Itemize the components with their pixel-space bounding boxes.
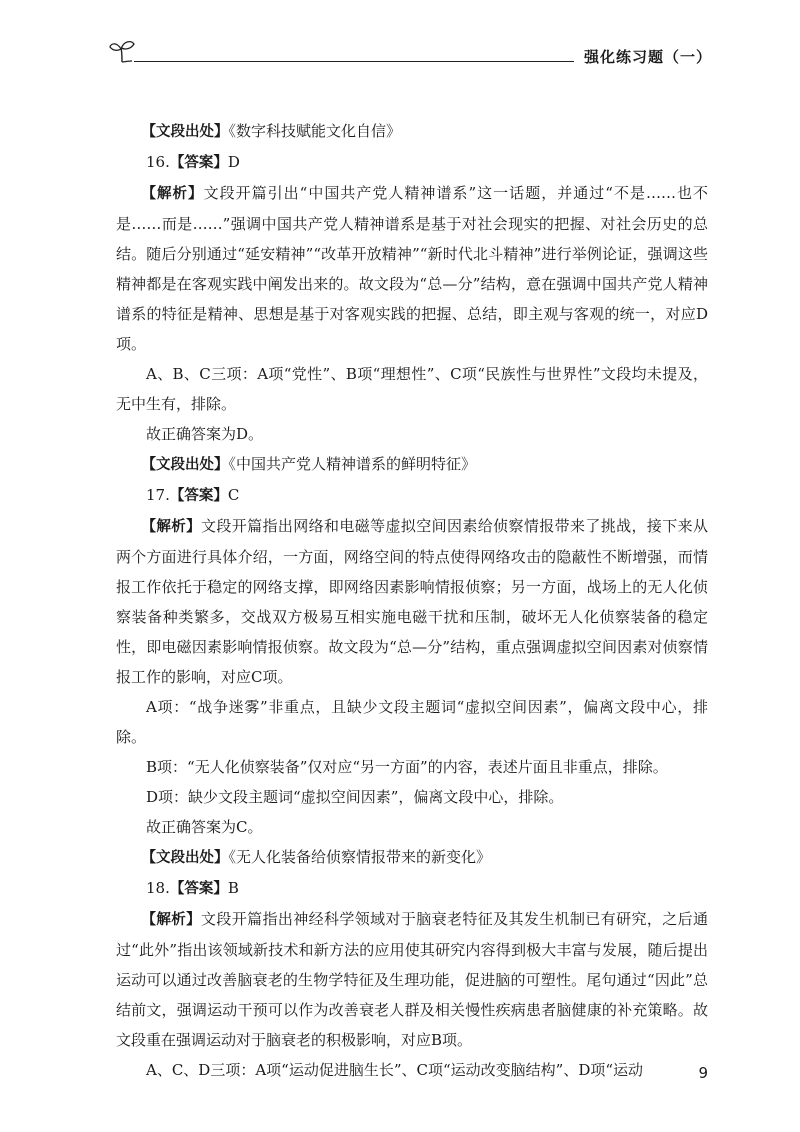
- answer-value: D: [227, 153, 240, 171]
- header-rule: [134, 61, 574, 62]
- analysis-paragraph: [116, 511, 708, 692]
- conclusion-line: 故正确答案为C。: [146, 818, 263, 836]
- analysis-text: 文段开篇指出网络和电磁等虚拟空间因素给侦察情报带来了挑战，接下来从两个方面进行具体介绍，一方面，网络空间的特点使得网络攻击的隐蔽性不断增强，而情报工作依托于稳定的网络支撑，即网络因素影响情报侦察；另一方面，战场上的无人化侦察装备种类繁多，交战双方极易互相实施电磁干扰和压制，破坏无人化侦察装备的稳定性，即电磁因素影响情报侦察。故文段为“总—分”结构，重点强调虚拟空间因素对侦察情报工作的影响，对应C项。: [116, 517, 708, 686]
- page-header: [108, 36, 712, 76]
- answer-line: [116, 147, 708, 178]
- question-number: 16.: [146, 153, 170, 171]
- analysis-paragraph: [116, 904, 708, 1055]
- source-line: [116, 449, 708, 480]
- analysis-text: 文段开篇引出“中国共产党人精神谱系”这一话题，并通过“不是……也不是……而是……”强调中国共产党人精神谱系是基于对社会现实的把握、对社会历史的总结。随后分别通过“延安精神”“改革开放精神”“新时代北斗精神”进行举例论证，强调这些精神都是在客观实践中阐发出来的。故文段为“总—分”结构，意在强调中国共产党人精神谱系的特征是精神、思想是基于对客观实践的把握、总结，即主观与客观的统一，对应D项。: [116, 184, 708, 353]
- answer-value: C: [227, 486, 240, 504]
- source-line: [116, 116, 708, 147]
- analysis-paragraph: [116, 178, 708, 359]
- source-label: 【文段出处】: [141, 457, 229, 473]
- answer-label: 【答案】: [169, 488, 228, 504]
- analysis-label: 【解析】: [141, 912, 201, 928]
- analysis-text: 文段开篇指出神经科学领域对于脑衰老特征及其发生机制已有研究，之后通过“此外”指出该领域新技术和新方法的应用使其研究内容得到极大丰富与发展，随后提出运动可以通过改善脑衰老的生物学特征及生理功能，促进脑的可塑性。尾句通过“因此”总结前文，强调运动干预可以作为改善衰老人群及相关慢性疾病患者脑健康的补充策略。故文段重在强调运动对于脑衰老的积极影响，对应B项。: [116, 910, 708, 1049]
- exclusion-paragraph: A、C、D三项：A项“运动促进脑生长”、C项“运动改变脑结构”、D项“运动: [146, 1061, 644, 1079]
- answer-label: 【答案】: [169, 881, 228, 897]
- answer-label: 【答案】: [169, 155, 228, 171]
- source-title: 《中国共产党人精神谱系的鲜明特征》: [228, 455, 477, 473]
- answer-line: [116, 480, 708, 511]
- exclusion-paragraph: A、B、C三项：A项“党性”、B项“理想性”、C项“民族性与世界性”文段均未提及，无中生有，排除。: [116, 365, 708, 413]
- option-b-paragraph: B项：“无人化侦察装备”仅对应“另一方面”的内容，表述片面且非重点，排除。: [146, 758, 668, 776]
- conclusion-line: 故正确答案为D。: [146, 425, 264, 443]
- answer-content: [116, 116, 708, 1085]
- source-title: 《数字科技赋能文化自信》: [228, 122, 402, 140]
- option-a-paragraph: A项：“战争迷雾”非重点，且缺少文段主题词“虚拟空间因素”，偏离文段中心，排除。: [116, 698, 708, 746]
- source-label: 【文段出处】: [141, 850, 229, 866]
- section-title: 强化练习题（一）: [583, 48, 712, 66]
- question-number: 18.: [146, 879, 170, 897]
- source-title: 《无人化装备给侦察情报带来的新变化》: [228, 848, 492, 866]
- page-number: 9: [698, 1064, 708, 1082]
- answer-value: B: [227, 879, 239, 897]
- analysis-label: 【解析】: [141, 519, 201, 535]
- answer-line: [116, 873, 708, 904]
- analysis-label: 【解析】: [141, 186, 204, 202]
- source-line: [116, 842, 708, 873]
- source-label: 【文段出处】: [141, 124, 229, 140]
- option-d-paragraph: D项：缺少文段主题词“虚拟空间因素”，偏离文段中心，排除。: [146, 788, 564, 806]
- question-number: 17.: [146, 486, 170, 504]
